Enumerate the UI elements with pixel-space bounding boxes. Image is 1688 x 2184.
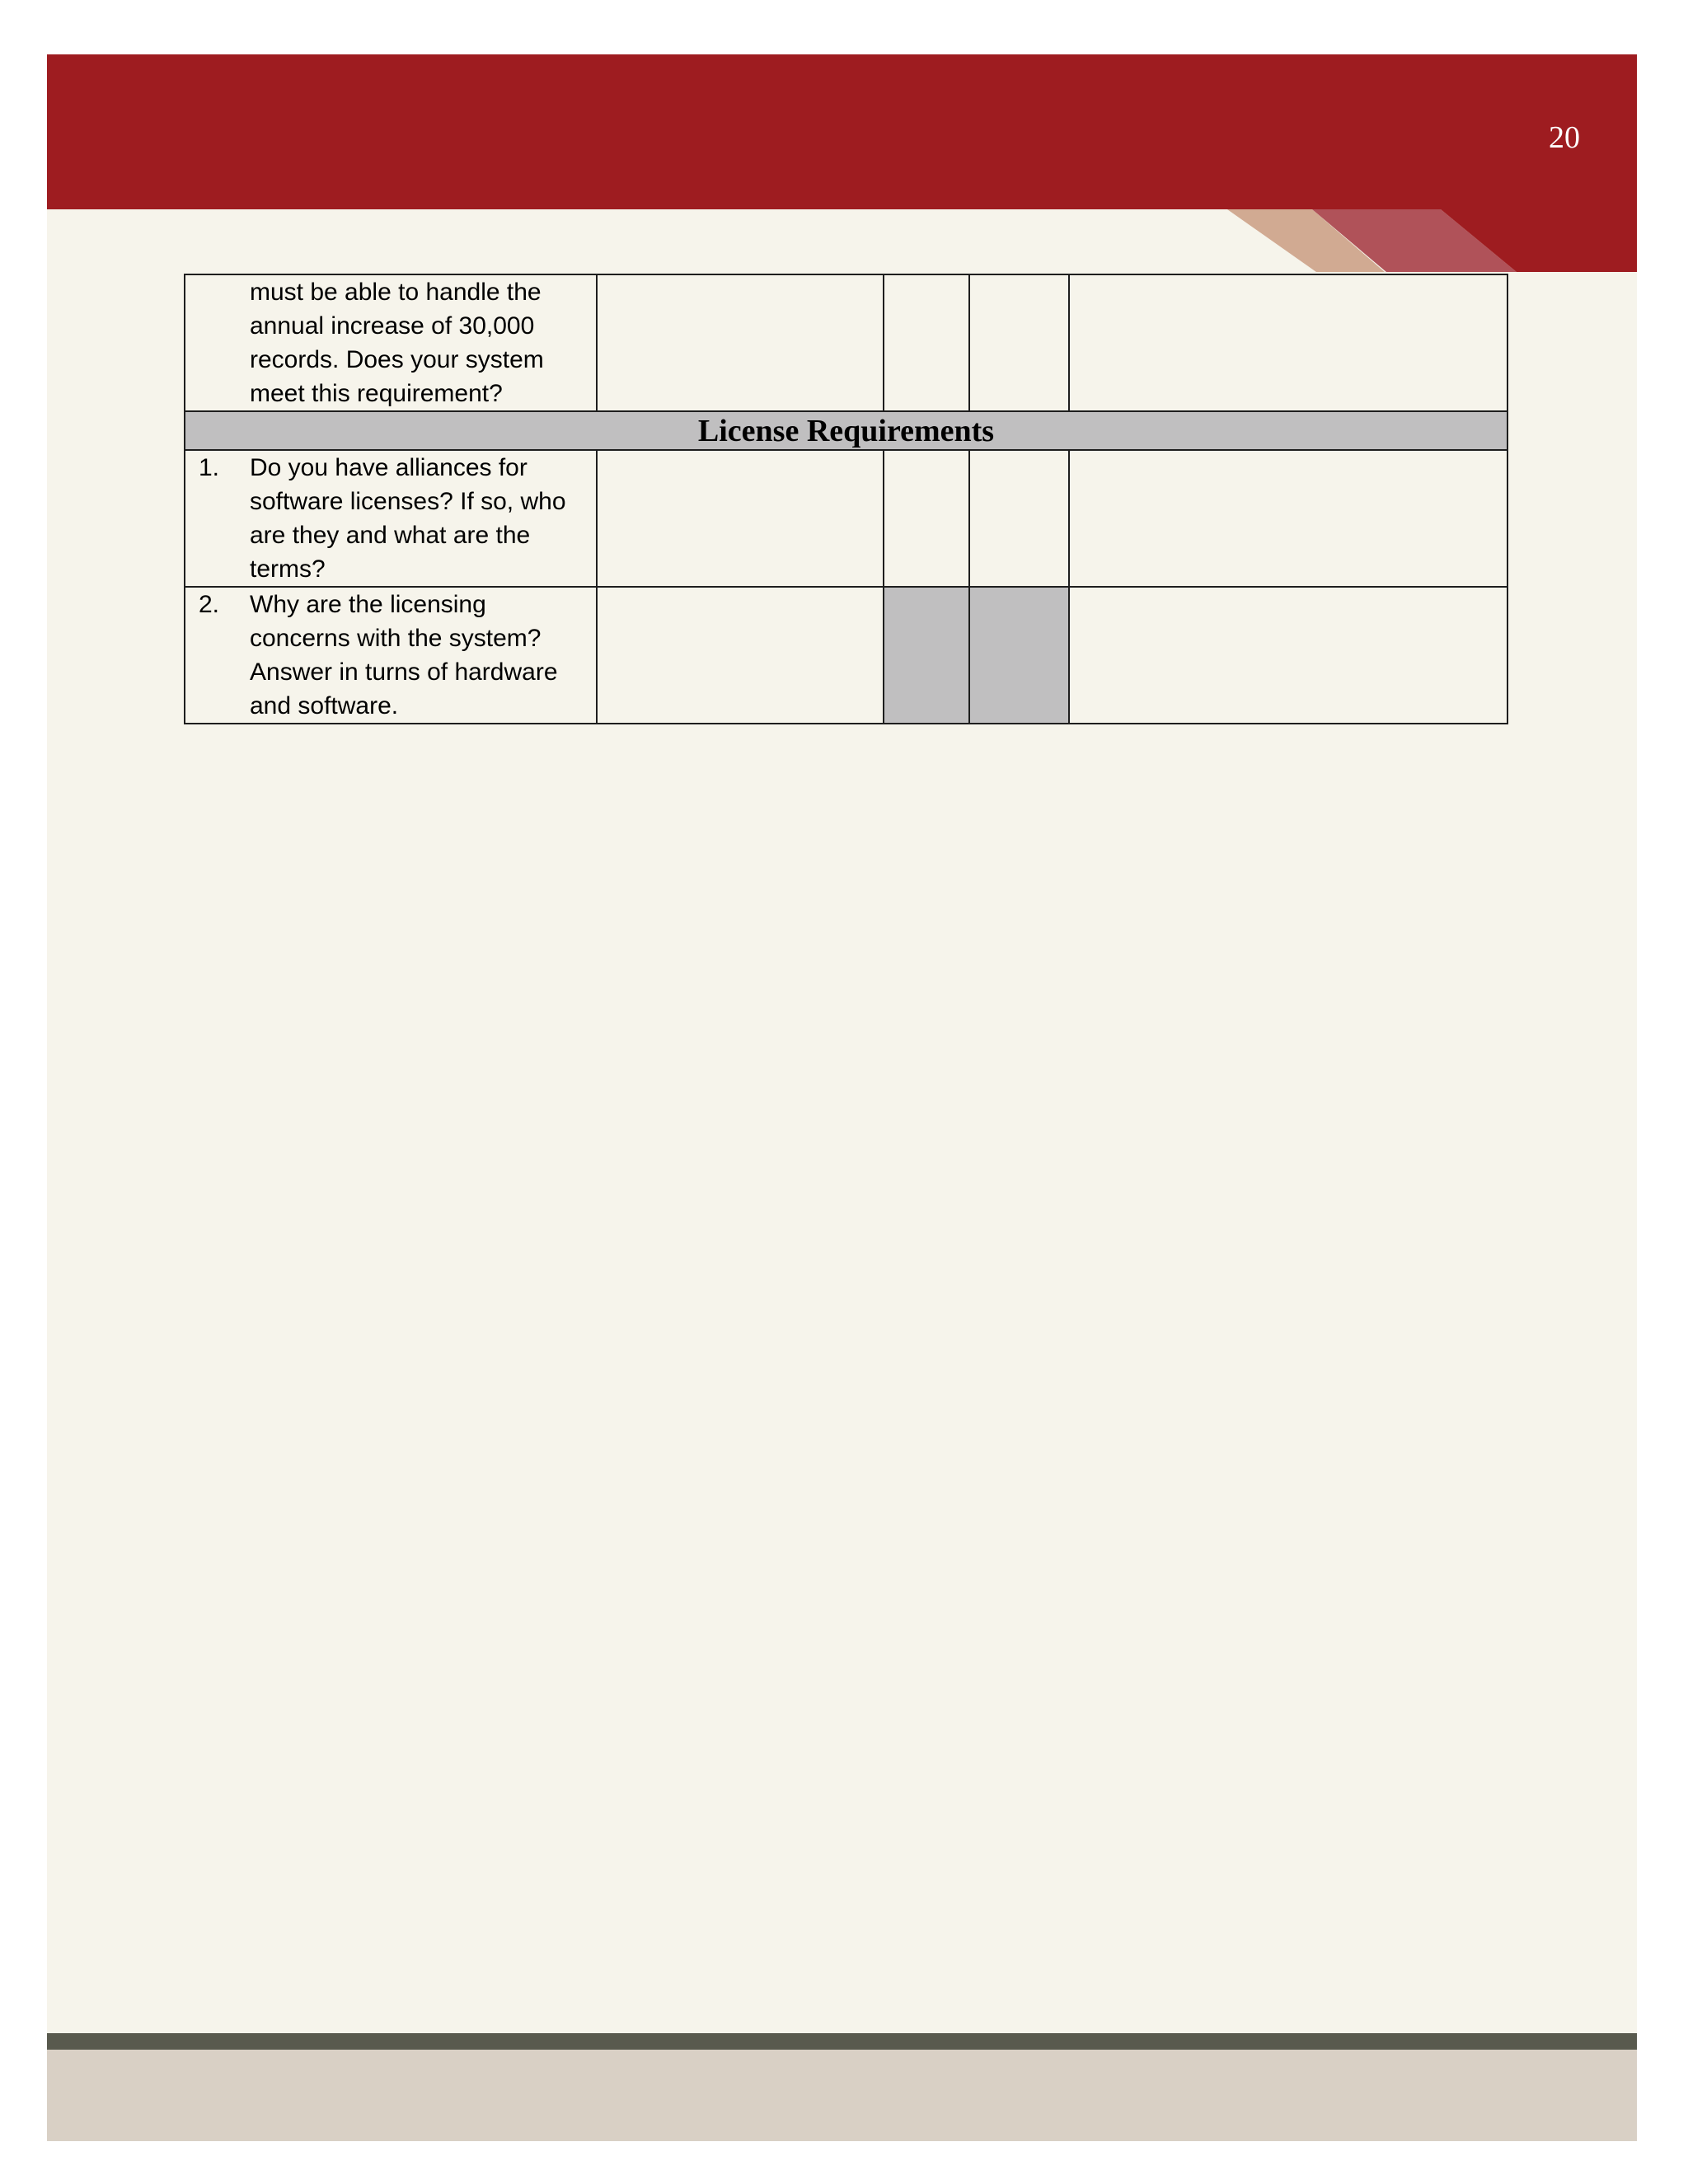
header-ribbon-decoration — [47, 54, 1637, 302]
table-row — [185, 587, 1507, 724]
comments-cell[interactable] — [1069, 450, 1507, 587]
page-number: 20 — [1549, 120, 1580, 155]
footer-band — [47, 2050, 1637, 2141]
check-cell-b[interactable] — [969, 450, 1069, 587]
response-cell[interactable] — [597, 450, 884, 587]
table-row-continued — [185, 274, 1507, 411]
requirements-table — [184, 274, 1508, 724]
question-cell — [185, 587, 597, 724]
question-text: Why are the licensing concerns with the system? Answer in turns of hardware and software. — [250, 591, 558, 719]
comments-cell[interactable] — [1069, 274, 1507, 411]
comments-cell[interactable] — [1069, 587, 1507, 724]
response-cell[interactable] — [597, 274, 884, 411]
question-number — [185, 275, 250, 410]
question-text: Do you have alliances for software licenses? If so, who are they and what are the terms? — [250, 454, 566, 583]
check-cell-a-shaded — [884, 587, 969, 724]
question-number: 1. — [199, 454, 220, 481]
check-cell-a[interactable] — [884, 450, 969, 587]
section-title: License Requirements — [185, 411, 1507, 450]
question-cell — [185, 450, 597, 587]
footer-line — [47, 2033, 1637, 2050]
check-cell-b[interactable] — [969, 274, 1069, 411]
table-row — [185, 450, 1507, 587]
question-number: 2. — [199, 591, 220, 618]
response-cell[interactable] — [597, 587, 884, 724]
question-text: must be able to handle the annual increase of 30,000 records. Does your system meet this requirement? — [250, 279, 544, 407]
section-header-row — [185, 411, 1507, 450]
check-cell-b-shaded — [969, 587, 1069, 724]
check-cell-a[interactable] — [884, 274, 969, 411]
question-cell — [185, 274, 597, 411]
